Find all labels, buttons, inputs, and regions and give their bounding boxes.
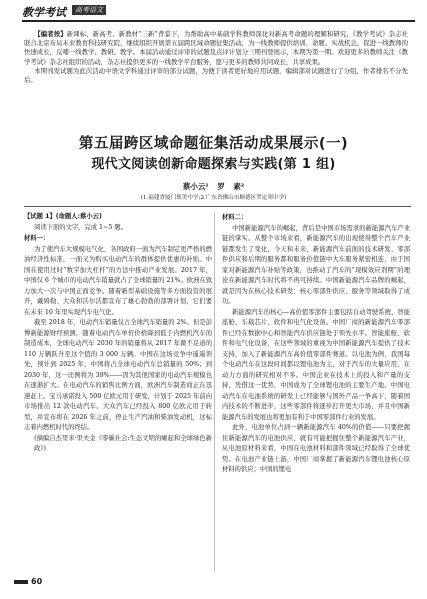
material-1-para-2: 截至 2018 年，电动汽车销量仅占全球汽车销量的 2%。但是彭博新能源财经预测，随着电动汽车单价价格降到低于内燃机汽车的制造成本，全球电动汽车 2030 年的销量将从 2017 年微不足道的 110 万辆跃升至这个值的 3 000 万辆。中国在这场竞争中遥遥领先，预计到 2025 年，中国将占全球电动汽车总销量的 50%；到 2030 年，这一比例将为 39%——因为其他国家的电动汽车规模也在逐渐扩大。在电动汽车的销售比例方面，欧洲汽车制造商正在迅速赶上。宝马承诺投入 500 亿欧元用于研发，计划于 2025 年前向市场推出 12 款电动汽车。大众汽车已经投入 800 亿欧元用于转型，并宣布将在 2026 年之前，停止生产汽油和柴油发动机，这标志着内燃机时代的终结。 bbox=[24, 319, 212, 431]
title-divider bbox=[24, 206, 411, 207]
journal-brand: 教学考试 bbox=[22, 6, 66, 19]
question-heading: 【试题 1】(命题人:蔡小云) bbox=[24, 213, 102, 220]
material-2-para-1: 中国新能源汽车的崛起，背后是中国市场需求的新能源汽车产业链的掌实。从整个市场来看，新能源汽车的出现使得整个汽车产业链都发生了变化，今天和未来，新能源汽车前面的技术研发、零部件供应和后期的服务都和服务价值链中大车服务紧密相连，由于国家对新能源汽车补贴等政策，也推动了汽车的“现模效应剂期”的理论在新能源汽车时代将不再可持续。中国新能源汽车品牌的崛起，就是因为在核心技术研发、核心零部件供应、服务等领域取得了成功。 bbox=[222, 224, 410, 305]
material-1-para-1: 为了使汽车大规模电气化，各国政府一面为汽车制定更严格的燃油经济性标准，一面又为购买电动汽车的群体提供优惠的补贴。中国在使用过时“数字加大杠杆”的方法中推动产业发展。2017 年，中国仅 6 个城市的电动汽车销量就占了全球销量的 21%。欧洲在致力加大一次与中国正面竞争。随着新型基础设施等多方面投资的展开，戴姆勒、大众和沃尔沃都宣布了雄心勃勃的部署计划，它们要在未来 10 年里实现汽车电气化。 bbox=[24, 245, 212, 316]
editor-note-p2: 本期刊发试题为此次活动中语文学科通过评审的部分试题，为便于读者更好地应用试题，编辑部对试题进行了分组，作者排名不分先后。 bbox=[24, 66, 408, 85]
editor-note-p1 bbox=[24, 30, 408, 67]
page-number-bar bbox=[14, 580, 28, 584]
material-1-label: 材料一： bbox=[24, 235, 50, 242]
section-tag: 高考语文 bbox=[72, 5, 106, 15]
author-affiliation: (1.福建省厦门集美中学;2.广东省佛山市顺德区罗定邦中学) bbox=[140, 195, 287, 201]
header-rule bbox=[22, 20, 415, 22]
page-number bbox=[14, 577, 42, 586]
material-1-source: (摘编自杰里米·里夫金《零碳社会:生态文明的崛起和全球绿色新政》) bbox=[34, 434, 212, 452]
column-divider bbox=[214, 212, 215, 572]
material-2-para-2: 新能源汽车的核心—高价值零部件主要包括自动驾驶系统、智能座舱、车载芯片、软件和电气化设备。中国厂商的新能源汽车零部件已经在数据中心和智能汽车供应链处于领先水平。智能座舱、软件和电气化设备，在这些领域的重视为中国新能源汽车提供了技术支持，加入了新能源汽车高价值零部件赛道。以电池为例，我国每个电动汽车在这段时间都以锂电池为主，对于汽车的大量应用，在动力方面的研究相对不多。中国企业在技术上的投入和产量的支持，凭借这一优势，中国成为了全球锂电池的主要生产地。中国电动汽车在电池系统的研发上已经能够与国外产品一争高下，随着国内技术的不断进步，这些零部件将逐步打开更大市场，并且中国新能源汽车的发展也将更加有利于中国零部件行业的发展。 bbox=[222, 308, 410, 421]
editor-note-text: 新课标、新高考、新教材“三新”背景下，为帮助高中基础学科教师深化对新高考命题的理解和研究，《教学考试》杂志社联合北京布局未来教育科技研究院，继续组织开展第五届跨区域命题征集活动，为一线教师提供培训、命题、实战机会，促进一线教师的快速成长，反哺一线教学、教研、教学。本届活动通过评审的试题及点评计划分三期刊登展示，本期为第一期。欢迎更多的教师关注《教学考试》杂志社组织的活动，杂志社提供更多的一线教学平台服务，愿与更多的教师共同成长，共享成果。 bbox=[24, 30, 408, 66]
question-instruction: 阅读下面的文字，完成 1~5 题。 bbox=[34, 223, 127, 231]
right-column bbox=[222, 212, 410, 476]
article-title: 第五届跨区域命题征集活动成果展示(一) bbox=[78, 136, 349, 152]
author-names: 蔡小云¹ 罗 素² bbox=[182, 182, 245, 191]
editor-note-label: 【编者按】 bbox=[34, 30, 67, 38]
editor-note bbox=[24, 30, 408, 85]
material-2-para-3: 此外，电池单位占到一辆新能源汽车 40%的价值——只要把握住新能源汽车的电池供应，就有可能把握住整个新能源汽车产业，从电池原材料来看，中国在电池材料和部件领域已经取得了全球优势。在电池产业链上游，中国厂商掌握了新能源汽车锂电池核心原材料的供应；中国的锂电 bbox=[222, 424, 410, 473]
page-header bbox=[0, 0, 427, 24]
material-2-label: 材料二： bbox=[222, 214, 248, 221]
left-column bbox=[24, 212, 212, 455]
article-subtitle: 现代文阅读创新命题探索与实践(第 1 组) bbox=[91, 157, 336, 172]
page-number-text: 60 bbox=[31, 577, 43, 586]
